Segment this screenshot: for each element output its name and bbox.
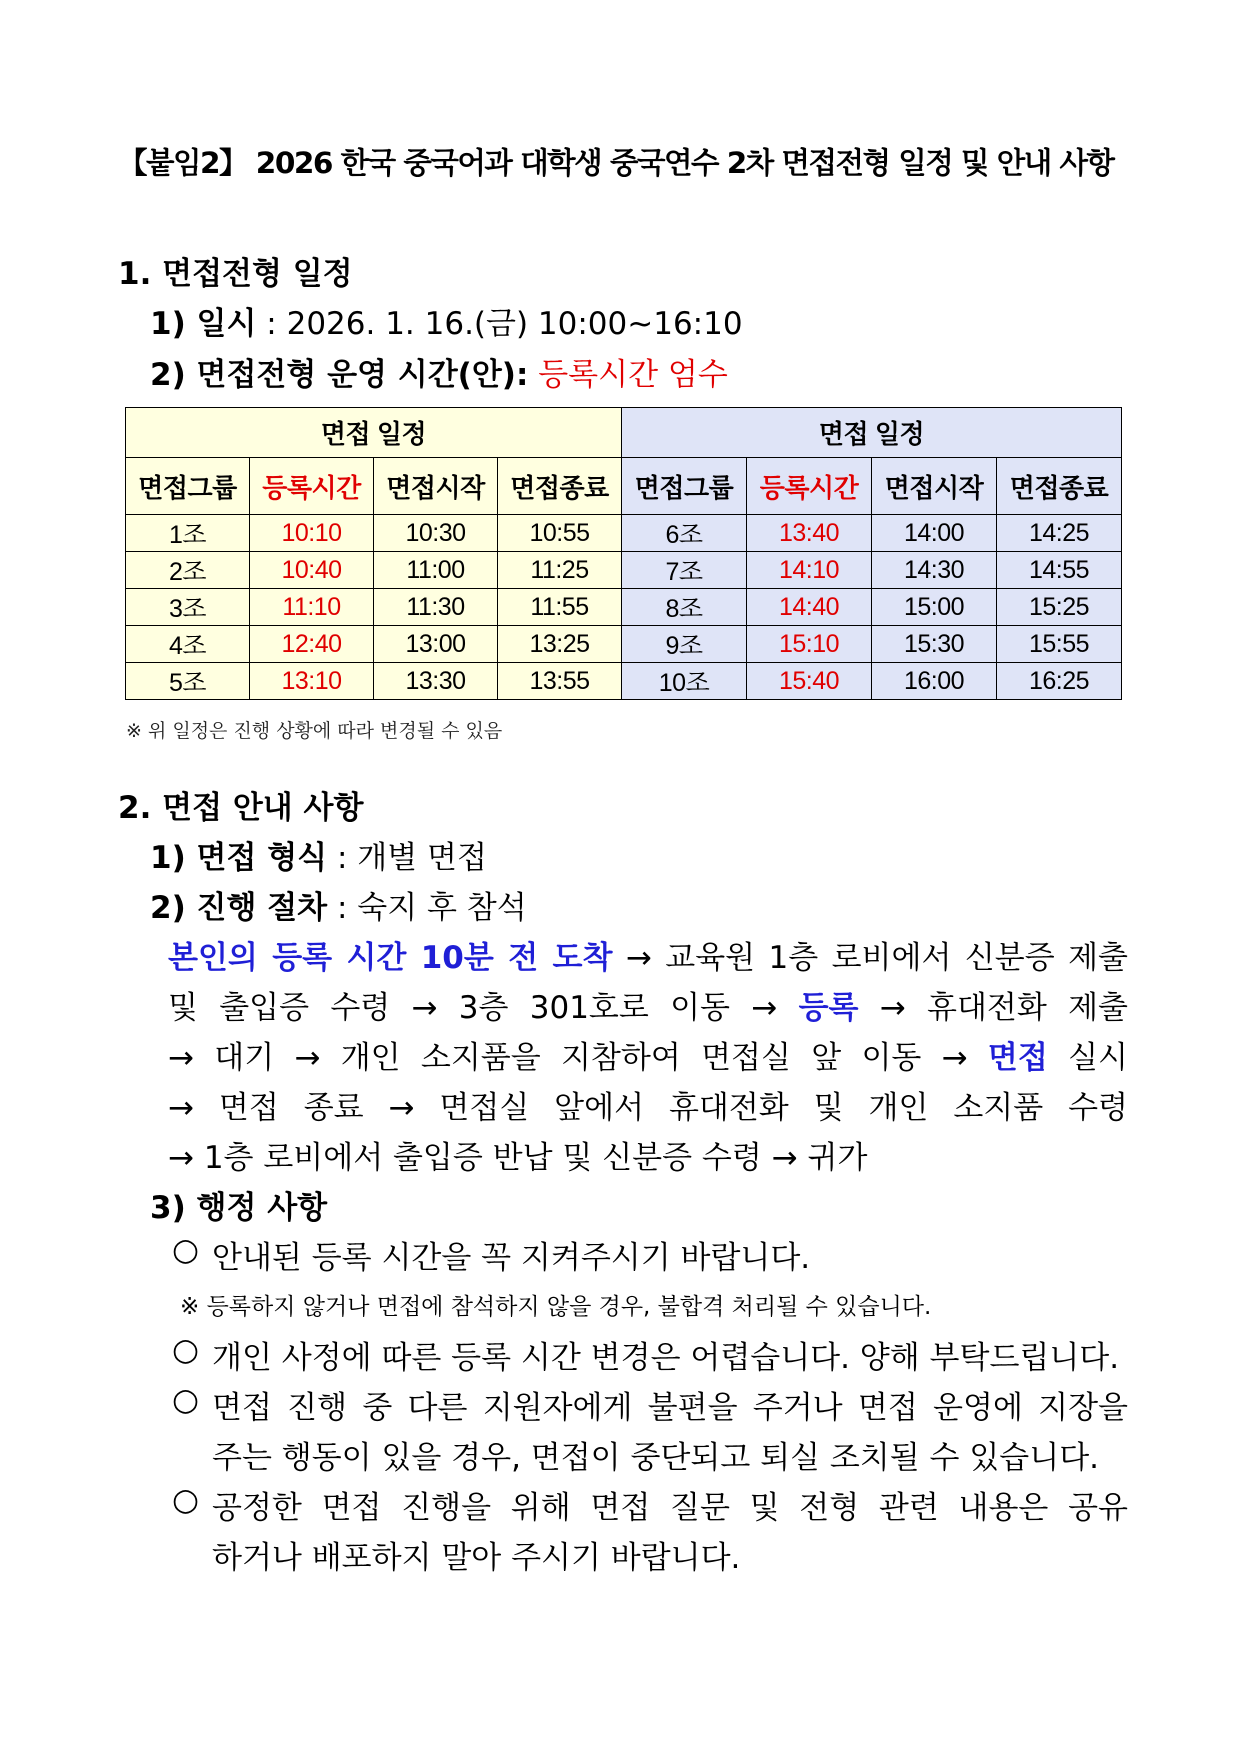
procedure-step-line: → 면접 종료 → 면접실 앞에서 휴대전화 및 개인 소지품 수령 — [168, 1090, 1128, 1126]
bullet-text: 공정한 면접 진행을 위해 면접 질문 및 전형 관련 내용은 공유 — [212, 1490, 1128, 1526]
bullet-mark: ○ — [172, 1332, 200, 1368]
group-cell: 6조 — [622, 515, 747, 552]
interview-step: 면접 — [987, 1040, 1048, 1076]
end-cell: 14:55 — [997, 552, 1122, 589]
registration-time-warning: 등록시간 엄수 — [538, 357, 728, 393]
group-cell: 1조 — [126, 515, 250, 552]
start-cell: 14:00 — [872, 515, 997, 552]
procedure-label: 2) 진행 절차 — [150, 890, 328, 926]
registration-cell: 10:10 — [250, 515, 374, 552]
group-cell: 8조 — [622, 589, 747, 626]
disqualification-note: ※ 등록하지 않거나 면접에 참석하지 않을 경우, 불합격 처리될 수 있습니다. — [180, 1294, 932, 1320]
end-cell: 10:55 — [498, 515, 622, 552]
procedure-text: → 휴대전화 제출 — [858, 990, 1128, 1026]
procedure-text: → 대기 → 개인 소지품을 지참하여 면접실 앞 이동 → — [168, 1040, 988, 1076]
interview-schedule-table — [125, 407, 1122, 700]
header-group: 면접그룹 — [126, 458, 250, 515]
end-cell: 11:55 — [498, 589, 622, 626]
start-cell: 15:30 — [872, 626, 997, 663]
header-end: 면접종료 — [498, 458, 622, 515]
registration-cell: 11:10 — [250, 589, 374, 626]
arrival-instruction: 본인의 등록 시간 10분 전 도착 — [168, 940, 613, 976]
header-group: 면접그룹 — [622, 458, 747, 515]
procedure-line — [150, 882, 527, 927]
group-cell: 2조 — [126, 552, 250, 589]
procedure-step-line — [168, 982, 1128, 1027]
start-cell: 10:30 — [374, 515, 498, 552]
group-cell: 9조 — [622, 626, 747, 663]
procedure-step-line — [168, 1032, 1128, 1077]
start-cell: 11:30 — [374, 589, 498, 626]
schedule-date-label: 1) 일시 — [150, 306, 257, 342]
procedure-step-line — [168, 932, 1128, 977]
header-start: 면접시작 — [374, 458, 498, 515]
procedure-text: → 교육원 1층 로비에서 신분증 제출 — [612, 940, 1128, 976]
header-end: 면접종료 — [997, 458, 1122, 515]
registration-cell: 13:10 — [250, 663, 374, 700]
section2-heading: 2. 면접 안내 사항 — [118, 790, 364, 826]
end-cell: 11:25 — [498, 552, 622, 589]
interview-format-line — [150, 832, 487, 877]
operation-time-label: 2) 면접전형 운영 시간(안): — [150, 357, 529, 393]
admin-matters-label: 3) 행정 사항 — [150, 1190, 328, 1226]
start-cell: 11:00 — [374, 552, 498, 589]
start-cell: 13:00 — [374, 626, 498, 663]
bullet-text: 면접 진행 중 다른 지원자에게 불편을 주거나 면접 운영에 지장을 — [212, 1390, 1128, 1426]
end-cell: 14:25 — [997, 515, 1122, 552]
end-cell: 13:25 — [498, 626, 622, 663]
bullet-mark: ○ — [172, 1232, 200, 1268]
procedure-step-line: → 1층 로비에서 출입증 반납 및 신분증 수령 → 귀가 — [168, 1140, 868, 1176]
registration-cell: 14:40 — [747, 589, 872, 626]
bullet-text: 개인 사정에 따른 등록 시간 변경은 어렵습니다. 양해 부탁드립니다. — [212, 1340, 1120, 1376]
bullet-text: 주는 행동이 있을 경우, 면접이 중단되고 퇴실 조치될 수 있습니다. — [212, 1440, 1099, 1476]
table-title-row — [126, 408, 1122, 458]
bullet-text: 안내된 등록 시간을 꼭 지켜주시기 바랍니다. — [212, 1240, 811, 1276]
group-cell: 5조 — [126, 663, 250, 700]
group-cell: 10조 — [622, 663, 747, 700]
procedure-text: 실시 — [1047, 1040, 1128, 1076]
table-right-title: 면접 일정 — [622, 408, 1122, 458]
end-cell: 15:55 — [997, 626, 1122, 663]
table-row — [126, 552, 1122, 589]
bullet-mark: ○ — [172, 1382, 200, 1418]
registration-cell: 10:40 — [250, 552, 374, 589]
schedule-change-note: ※ 위 일정은 진행 상황에 따라 변경될 수 있음 — [126, 720, 503, 742]
schedule-date-line — [150, 298, 743, 343]
procedure-value: : 숙지 후 참석 — [327, 890, 527, 926]
table-row — [126, 515, 1122, 552]
interview-format-value: : 개별 면접 — [327, 840, 487, 876]
document-title: 【붙임2】 2026 한국 중국어과 대학생 중국연수 2차 면접전형 일정 및 안내 사항 — [118, 146, 1114, 180]
schedule-date-value: : 2026. 1. 16.(금) 10:00~16:10 — [256, 306, 743, 342]
table-row — [126, 626, 1122, 663]
registration-cell: 15:10 — [747, 626, 872, 663]
group-cell: 7조 — [622, 552, 747, 589]
bullet-mark: ○ — [172, 1482, 200, 1518]
header-registration: 등록시간 — [250, 458, 374, 515]
interview-format-label: 1) 면접 형식 — [150, 840, 328, 876]
start-cell: 14:30 — [872, 552, 997, 589]
registration-cell: 13:40 — [747, 515, 872, 552]
operation-time-line — [150, 349, 728, 394]
table-header-row — [126, 458, 1122, 515]
table-row — [126, 663, 1122, 700]
end-cell: 16:25 — [997, 663, 1122, 700]
table-left-title: 면접 일정 — [126, 408, 622, 458]
end-cell: 13:55 — [498, 663, 622, 700]
registration-step: 등록 — [798, 990, 859, 1026]
section1-heading: 1. 면접전형 일정 — [118, 256, 353, 292]
registration-cell: 12:40 — [250, 626, 374, 663]
header-registration: 등록시간 — [747, 458, 872, 515]
registration-cell: 15:40 — [747, 663, 872, 700]
group-cell: 4조 — [126, 626, 250, 663]
header-start: 면접시작 — [872, 458, 997, 515]
start-cell: 13:30 — [374, 663, 498, 700]
start-cell: 15:00 — [872, 589, 997, 626]
procedure-text: 및 출입증 수령 → 3층 301호로 이동 → — [168, 990, 799, 1026]
registration-cell: 14:10 — [747, 552, 872, 589]
table-row — [126, 589, 1122, 626]
group-cell: 3조 — [126, 589, 250, 626]
start-cell: 16:00 — [872, 663, 997, 700]
end-cell: 15:25 — [997, 589, 1122, 626]
bullet-text: 하거나 배포하지 말아 주시기 바랍니다. — [212, 1540, 741, 1576]
